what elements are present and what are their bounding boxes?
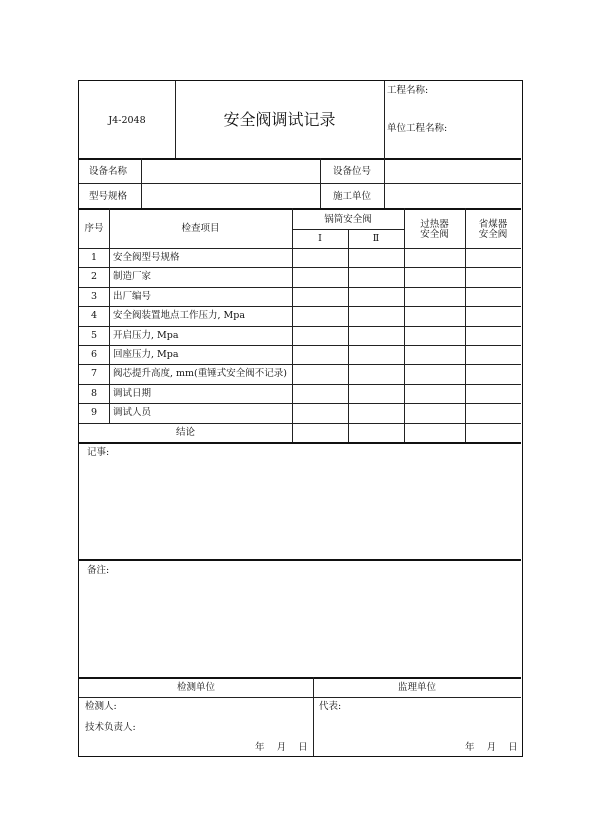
tech-lead-label: 技术负责人: (85, 722, 136, 733)
divider (141, 158, 142, 208)
row-no: 6 (90, 349, 98, 360)
row-item: 制造厂家 (113, 271, 152, 282)
divider (79, 208, 521, 210)
notes-label: 记事: (87, 447, 110, 458)
divider (79, 403, 521, 404)
row-no: 4 (90, 310, 98, 321)
row-item: 安全阀型号规格 (113, 252, 180, 263)
divider (465, 208, 466, 442)
row-item: 回座压力, Mpa (113, 349, 179, 360)
divider (79, 267, 521, 268)
col-drum-header: 锅筒安全阀 (324, 214, 372, 225)
remarks-label: 备注: (87, 565, 110, 576)
col-no-header: 序号 (84, 223, 104, 234)
divider (384, 81, 385, 208)
representative-label: 代表: (319, 701, 342, 712)
inspector-label: 检测人: (85, 701, 117, 712)
record-form (78, 80, 523, 757)
date-left: 年 月 日 (255, 742, 308, 753)
col-drum-1-header: Ⅰ (318, 233, 322, 244)
divider (79, 423, 521, 424)
equipment-name-label: 设备名称 (89, 166, 128, 177)
divider (79, 248, 521, 249)
row-item: 开启压力, Mpa (113, 330, 179, 341)
col-economizer-header-line2: 安全阀 (478, 229, 508, 240)
equipment-position-label: 设备位号 (332, 166, 371, 177)
divider (79, 442, 521, 444)
page-title: 安全阀调试记录 (223, 110, 336, 129)
form-code: J4-2048 (108, 115, 146, 126)
divider (79, 158, 521, 160)
row-item: 调试人员 (113, 407, 152, 418)
unit-project-name-label: 单位工程名称: (387, 123, 448, 134)
divider (79, 697, 521, 698)
row-item: 阀芯提升高度, mm(重锤式安全阀不记录) (113, 368, 287, 379)
divider (79, 384, 521, 385)
testing-unit-label: 检测单位 (176, 682, 215, 693)
construction-unit-label: 施工单位 (332, 191, 371, 202)
divider (79, 345, 521, 346)
row-no: 5 (90, 330, 98, 341)
divider (79, 677, 521, 679)
conclusion-label: 结论 (175, 427, 195, 438)
divider (404, 208, 405, 442)
supervision-unit-label: 监理单位 (397, 682, 436, 693)
divider (79, 183, 521, 184)
col-superheater-header-line1: 过热器 (420, 219, 449, 230)
project-name-label: 工程名称: (387, 85, 429, 96)
divider (79, 306, 521, 307)
divider (79, 559, 521, 561)
divider (79, 326, 521, 327)
divider (79, 287, 521, 288)
col-drum-2-header: Ⅱ (372, 233, 380, 244)
row-no: 9 (90, 407, 98, 418)
row-no: 8 (90, 388, 98, 399)
divider (348, 229, 349, 442)
date-right: 年 月 日 (465, 742, 518, 753)
row-no: 2 (90, 271, 98, 282)
row-no: 1 (90, 252, 98, 263)
row-item: 安全阀装置地点工作压力, Mpa (113, 310, 246, 321)
divider (79, 364, 521, 365)
row-no: 7 (90, 368, 98, 379)
divider (109, 208, 110, 423)
row-item: 调试日期 (113, 388, 152, 399)
model-spec-label: 型号规格 (89, 191, 128, 202)
row-no: 3 (90, 291, 98, 302)
col-item-header: 检查项目 (181, 223, 220, 234)
col-superheater-header-line2: 安全阀 (420, 229, 449, 240)
row-item: 出厂编号 (113, 291, 152, 302)
col-economizer-header-line1: 省煤器 (478, 219, 508, 230)
